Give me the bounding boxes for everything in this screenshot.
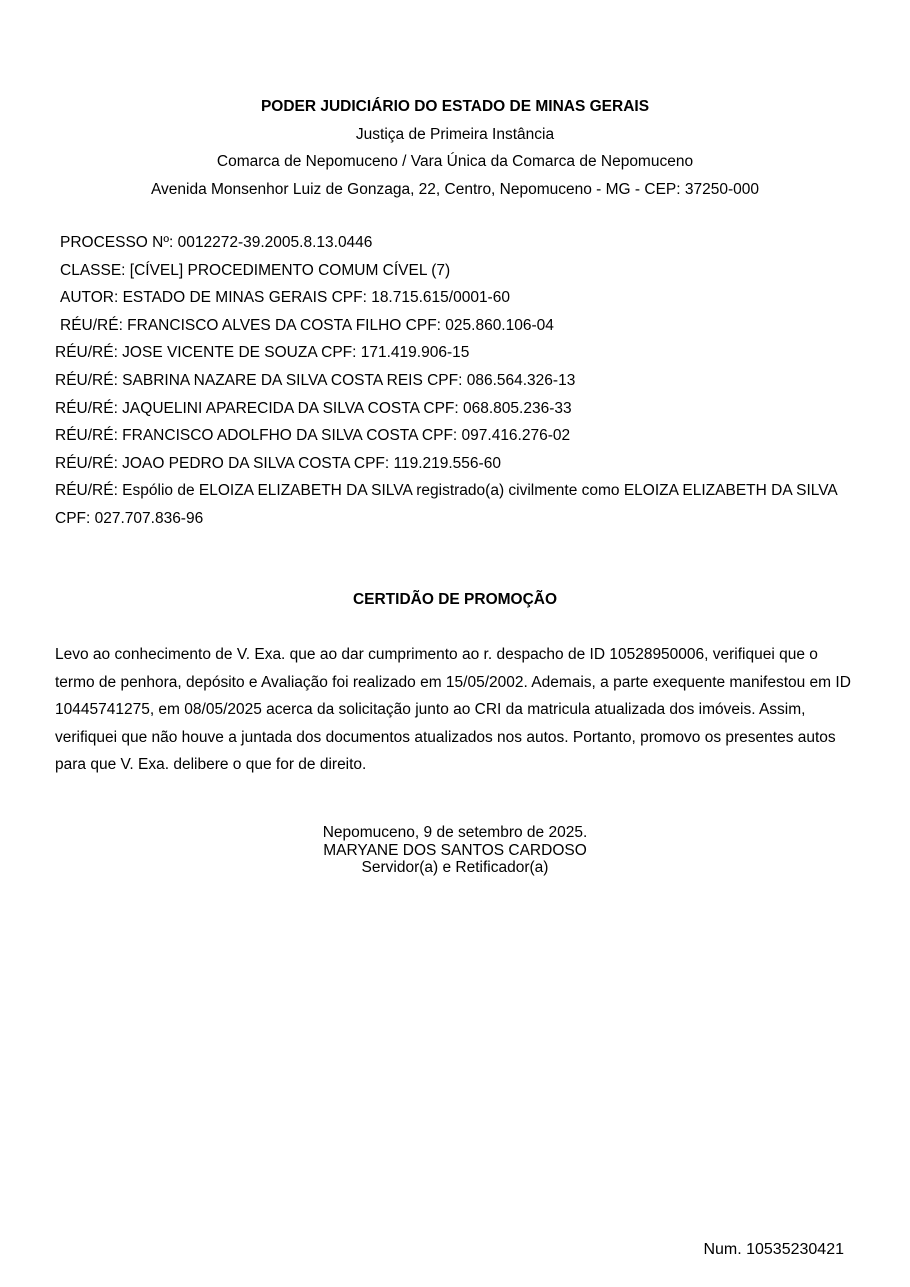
court-instance: Justiça de Primeira Instância [355, 125, 555, 143]
signature-name: MARYANE DOS SANTOS CARDOSO [323, 841, 587, 859]
signature-place-date: Nepomuceno, 9 de setembro de 2025. [322, 824, 588, 841]
document-header [0, 93, 910, 204]
process-number: PROCESSO Nº: 0012272-39.2005.8.13.0446 [60, 234, 373, 251]
case-parties [55, 229, 855, 533]
case-class: CLASSE: [CÍVEL] PROCEDIMENTO COMUM CÍVEL (7) [60, 261, 451, 279]
defendant-item: RÉU/RÉ: JOSE VICENTE DE SOUZA CPF: 171.419.906-15 [55, 344, 470, 362]
certificate-body: Levo ao conhecimento de V. Exa. que ao dar cumprimento ao r. despacho de ID 10528950006, verifiquei que o termo de penhora, depósito e Avaliação foi realizado em 15/05/2002. Ademais, a parte exequente manifestou em ID 10445741275, em 08/05/2025 acerca da solicitação junto ao CRI da matricula atualizada dos imóveis. Assim, verifiquei que não houve a juntada dos documentos atualizados nos autos. Portanto, promovo os presentes autos para que V. Exa. delibere o que for de direito. [55, 646, 851, 774]
defendant-item: RÉU/RÉ: FRANCISCO ALVES DA COSTA FILHO CPF: 025.860.106-04 [60, 316, 554, 334]
defendant-item: RÉU/RÉ: SABRINA NAZARE DA SILVA COSTA REIS CPF: 086.564.326-13 [55, 371, 576, 389]
defendant-item: RÉU/RÉ: JAQUELINI APARECIDA DA SILVA COSTA CPF: 068.805.236-33 [55, 399, 572, 417]
court-name: PODER JUDICIÁRIO DO ESTADO DE MINAS GERAIS [260, 98, 650, 115]
defendant-item: RÉU/RÉ: FRANCISCO ADOLFHO DA SILVA COSTA CPF: 097.416.276-02 [55, 427, 571, 445]
case-author: AUTOR: ESTADO DE MINAS GERAIS CPF: 18.715.615/0001-60 [60, 289, 510, 307]
document-title: CERTIDÃO DE PROMOÇÃO [352, 591, 558, 608]
court-address: Avenida Monsenhor Luiz de Gonzaga, 22, Centro, Nepomuceno - MG - CEP: 37250-000 [150, 181, 759, 199]
defendant-item: RÉU/RÉ: Espólio de ELOIZA ELIZABETH DA SILVA registrado(a) civilmente como ELOIZA ELIZABETH DA SILVA CPF: 027.707.836-96 [55, 482, 837, 527]
signature-role: Servidor(a) e Retificador(a) [361, 859, 549, 876]
court-district: Comarca de Nepomuceno / Vara Única da Comarca de Nepomuceno [216, 153, 694, 171]
defendant-item: RÉU/RÉ: JOAO PEDRO DA SILVA COSTA CPF: 119.219.556-60 [55, 454, 501, 472]
document-number: Num. 10535230421 [703, 1241, 844, 1258]
signature-block [0, 824, 910, 877]
